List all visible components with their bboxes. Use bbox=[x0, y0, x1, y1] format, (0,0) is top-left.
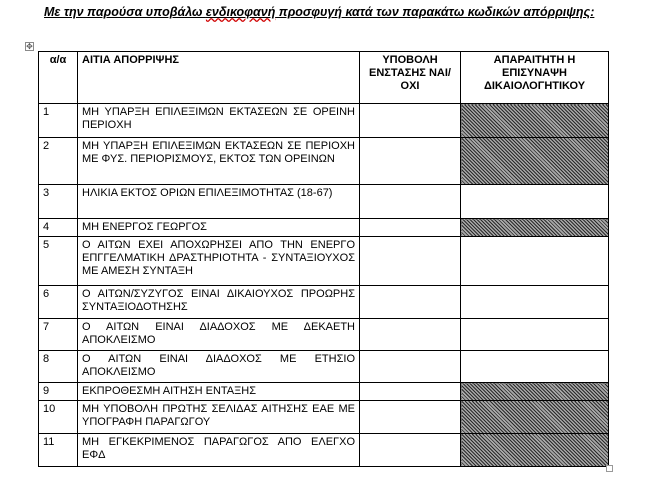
table-move-handle-icon[interactable]: ✥ bbox=[26, 42, 33, 51]
attachment-cell[interactable] bbox=[461, 351, 609, 383]
intro-text-after: προσφυγή κατά των παρακάτω κωδικών απόρριψης: bbox=[275, 5, 595, 19]
table-row bbox=[39, 351, 609, 383]
intro-statement bbox=[44, 4, 628, 20]
table-row bbox=[39, 219, 609, 237]
row-reason: Ο ΑΙΤΩΝ ΕΙΝΑΙ ΔΙΑΔΟΧΟΣ ΜΕ ΔΕΚΑΕΤΗ ΑΠΟΚΛΕΙΣΜΟ bbox=[78, 319, 360, 351]
row-number: 6 bbox=[39, 286, 78, 319]
attachment-cell[interactable] bbox=[461, 319, 609, 351]
table-row bbox=[39, 185, 609, 219]
row-number: 11 bbox=[39, 434, 78, 467]
objection-cell[interactable] bbox=[360, 319, 461, 351]
attachment-cell-shaded[interactable] bbox=[461, 434, 609, 467]
objection-cell[interactable] bbox=[360, 286, 461, 319]
table-row bbox=[39, 237, 609, 286]
attachment-cell[interactable] bbox=[461, 286, 609, 319]
header-objection: ΥΠΟΒΟΛΗ ΕΝΣΤΑΣΗΣ ΝΑΙ/ΟΧΙ bbox=[360, 52, 461, 104]
row-number: 10 bbox=[39, 401, 78, 434]
table-row bbox=[39, 286, 609, 319]
rejection-codes-table bbox=[38, 51, 609, 467]
attachment-cell-shaded[interactable] bbox=[461, 219, 609, 237]
row-reason: ΜΗ ΕΓΚΕΚΡΙΜΕΝΟΣ ΠΑΡΑΓΩΓΟΣ ΑΠΟ ΕΛΕΓΧΟ ΕΦΔ bbox=[78, 434, 360, 467]
row-number: 9 bbox=[39, 383, 78, 401]
table-row bbox=[39, 104, 609, 138]
header-attachment: ΑΠΑΡΑΙΤΗΤΗ Η ΕΠΙΣΥΝΑΨΗ ΔΙΚΑΙΟΛΟΓΗΤΙΚΟΥ bbox=[461, 52, 609, 104]
attachment-cell-shaded[interactable] bbox=[461, 383, 609, 401]
row-reason: Ο ΑΙΤΩΝ ΕΙΝΑΙ ΔΙΑΔΟΧΟΣ ΜΕ ΕΤΗΣΙΟ ΑΠΟΚΛΕΙΣΜΟ bbox=[78, 351, 360, 383]
objection-cell[interactable] bbox=[360, 185, 461, 219]
row-reason: ΕΚΠΡΟΘΕΣΜΗ ΑΙΤΗΣΗ ΕΝΤΑΞΗΣ bbox=[78, 383, 360, 401]
table-resize-handle-icon[interactable] bbox=[606, 465, 613, 472]
table-row bbox=[39, 401, 609, 434]
row-reason: Ο ΑΙΤΩΝ ΕΧΕΙ ΑΠΟΧΩΡΗΣΕΙ ΑΠΟ ΤΗΝ ΕΝΕΡΓΟ ΕΠΓΓΕΛΜΑΤΙΚΗ ΔΡΑΣΤΗΡΙΟΤΗΤΑ - ΣΥΝΤΑΞΙΟΥΧΟΣ ΜΕ ΑΜΕΣΗ ΣΥΝΤΑΞΗ bbox=[78, 237, 360, 286]
row-reason: ΜΗ ΕΝΕΡΓΟΣ ΓΕΩΡΓΟΣ bbox=[78, 219, 360, 237]
table-row bbox=[39, 383, 609, 401]
objection-cell[interactable] bbox=[360, 351, 461, 383]
table-row bbox=[39, 319, 609, 351]
row-reason: ΜΗ ΥΠΑΡΞΗ ΕΠΙΛΕΞΙΜΩΝ ΕΚΤΑΣΕΩΝ ΣΕ ΠΕΡΙΟΧΗ ΜΕ ΦΥΣ. ΠΕΡΙΟΡΙΣΜΟΥΣ, ΕΚΤΟΣ ΤΩΝ ΟΡΕΙΝΩΝ bbox=[78, 138, 360, 185]
intro-text-before: Με την παρούσα υποβάλω bbox=[44, 5, 206, 19]
attachment-cell-shaded[interactable] bbox=[461, 104, 609, 138]
row-reason: ΜΗ ΥΠΟΒΟΛΗ ΠΡΩΤΗΣ ΣΕΛΙΔΑΣ ΑΙΤΗΣΗΣ ΕΑΕ ΜΕ ΥΠΟΓΡΑΦΗ ΠΑΡΑΓΩΓΟΥ bbox=[78, 401, 360, 434]
table-header-row bbox=[39, 52, 609, 104]
attachment-cell[interactable] bbox=[461, 237, 609, 286]
objection-cell[interactable] bbox=[360, 219, 461, 237]
row-reason: ΜΗ ΥΠΑΡΞΗ ΕΠΙΛΕΞΙΜΩΝ ΕΚΤΑΣΕΩΝ ΣΕ ΟΡΕΙΝΗ ΠΕΡΙΟΧΗ bbox=[78, 104, 360, 138]
attachment-cell-shaded[interactable] bbox=[461, 138, 609, 185]
table-row bbox=[39, 138, 609, 185]
table-row bbox=[39, 434, 609, 467]
row-number: 3 bbox=[39, 185, 78, 219]
header-reason: ΑΙΤΙΑ ΑΠΟΡΡΙΨΗΣ bbox=[78, 52, 360, 104]
intro-misspelled-word: ενδικοφανή bbox=[205, 5, 276, 19]
row-reason: ΗΛΙΚΙΑ ΕΚΤΟΣ ΟΡΙΩΝ ΕΠΙΛΕΞΙΜΟΤΗΤΑΣ (18-67) bbox=[78, 185, 360, 219]
attachment-cell-shaded[interactable] bbox=[461, 401, 609, 434]
row-number: 4 bbox=[39, 219, 78, 237]
attachment-cell[interactable] bbox=[461, 185, 609, 219]
header-aa: α/α bbox=[39, 52, 78, 104]
row-number: 5 bbox=[39, 237, 78, 286]
row-number: 7 bbox=[39, 319, 78, 351]
row-reason: Ο ΑΙΤΩΝ/ΣΥΖΥΓΟΣ ΕΙΝΑΙ ΔΙΚΑΙΟΥΧΟΣ ΠΡΟΩΡΗΣ ΣΥΝΤΑΞΙΟΔΟΤΗΣΗΣ bbox=[78, 286, 360, 319]
objection-cell[interactable] bbox=[360, 401, 461, 434]
objection-cell[interactable] bbox=[360, 104, 461, 138]
row-number: 1 bbox=[39, 104, 78, 138]
row-number: 2 bbox=[39, 138, 78, 185]
row-number: 8 bbox=[39, 351, 78, 383]
objection-cell[interactable] bbox=[360, 383, 461, 401]
objection-cell[interactable] bbox=[360, 138, 461, 185]
objection-cell[interactable] bbox=[360, 434, 461, 467]
objection-cell[interactable] bbox=[360, 237, 461, 286]
